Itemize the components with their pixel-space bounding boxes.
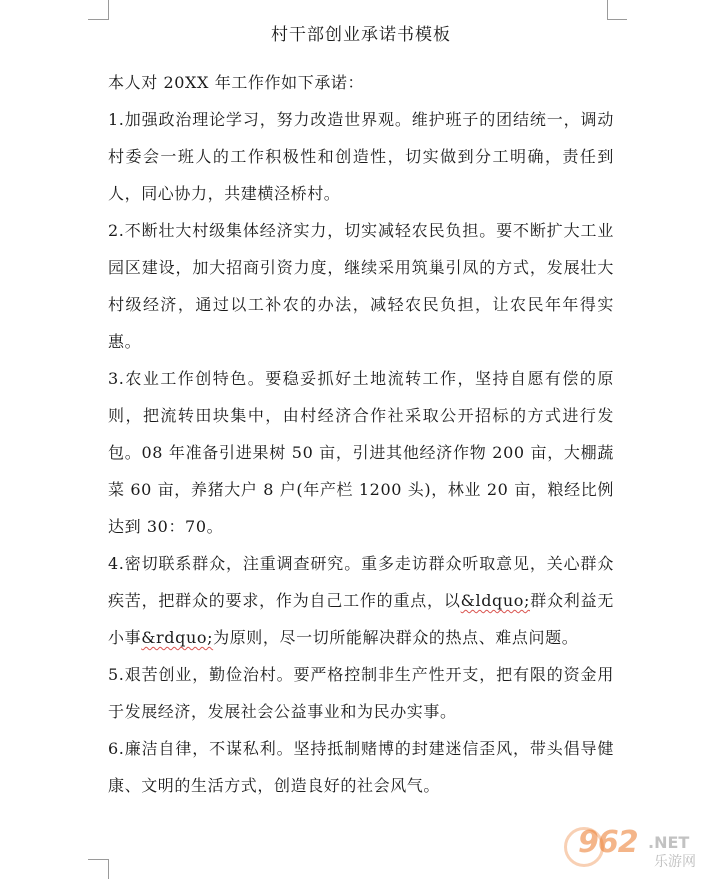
watermark-domain: .NET	[648, 833, 690, 852]
document-body	[108, 20, 614, 804]
crop-mark-top-left-v	[108, 0, 109, 20]
intro-paragraph: 本人对 20XX 年工作作如下承诺：	[108, 73, 365, 92]
paragraph-4-part-1: 4.密切联系群众，注重调查研究。重多走访群众听取意见，关心群众疾苦，把群众的要求，作为自己工作的重点，以	[108, 554, 614, 610]
site-watermark-logo	[558, 823, 708, 873]
document-title: 村干部创业承诺书模板	[271, 25, 451, 45]
paragraph-3: 3.农业工作创特色。要稳妥抓好土地流转工作，坚持自愿有偿的原则，把流转田块集中，由村经济合作社采取公开招标的方式进行发包。08 年准备引进果树 50 亩，引进其他经济作物 200 亩，大棚蔬菜 60 亩，养猪大户 8 户(年产栏 1200 头)，林业 20 亩，粮经比例达到 30：70。	[108, 369, 614, 536]
ldquo-entity-text: &ldquo;	[460, 591, 531, 610]
paragraph-1: 1.加强政治理论学习，努力改造世界观。维护班子的团结统一，调动村委会一班人的工作积极性和创造性，切实做到分工明确，责任到人，同心协力，共建横泾桥村。	[108, 110, 614, 203]
paragraph-4-part-3: 为原则，尽一切所能解决群众的热点、难点问题。	[213, 628, 579, 647]
rdquo-entity-text: &rdquo;	[141, 628, 214, 647]
paragraph-2: 2.不断壮大村级集体经济实力，切实减轻农民负担。要不断扩大工业园区建设，加大招商引资力度，继续采用筑巢引凤的方式，发展壮大村级经济，通过以工补农的办法，减轻农民负担，让农民年年得实惠。	[108, 221, 614, 351]
crop-mark-top-left-h	[88, 19, 108, 20]
paragraph-4	[108, 545, 614, 656]
watermark-number: 962	[578, 825, 638, 860]
watermark-site-name: 乐游网	[654, 854, 696, 870]
crop-mark-bottom-left-v	[108, 859, 109, 879]
paragraph-5: 5.艰苦创业，勤俭治村。要严格控制非生产性开支，把有限的资金用于发展经济，发展社会公益事业和为民办实事。	[108, 665, 614, 721]
paragraph-4-part-2: 群众利益无小事	[108, 591, 614, 647]
crop-mark-top-right-v	[607, 0, 608, 20]
paragraph-6: 6.廉洁自律，不谋私利。坚持抵制赌博的封建迷信歪风，带头倡导健康、文明的生活方式，创造良好的社会风气。	[108, 739, 614, 795]
crop-mark-bottom-left-h	[88, 859, 108, 860]
